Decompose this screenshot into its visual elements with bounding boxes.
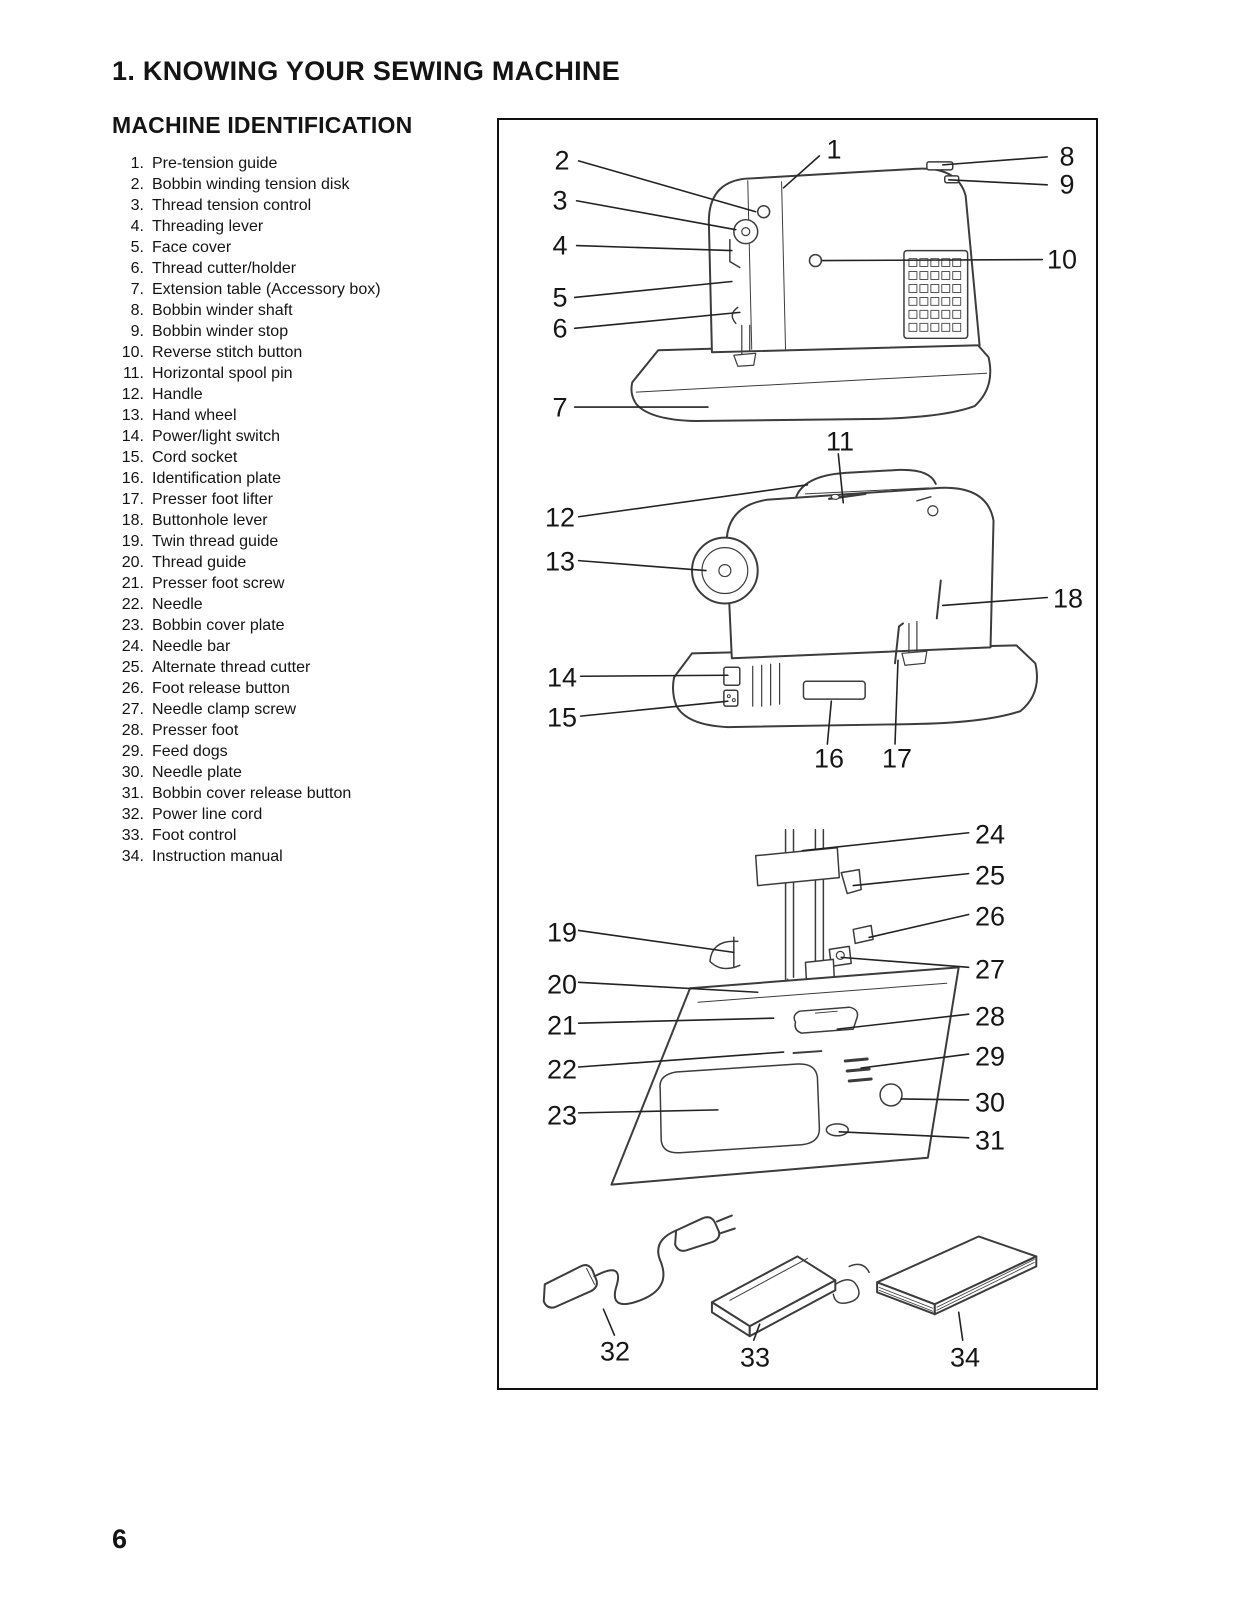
parts-list-item — [114, 657, 381, 678]
part-number: 19. — [121, 533, 144, 550]
part-number: 25. — [121, 659, 144, 676]
parts-list-item — [114, 825, 381, 846]
part-number: 15. — [121, 449, 144, 466]
callout-31: 31 — [974, 1125, 1006, 1156]
part-label: Thread guide — [152, 554, 247, 571]
parts-list-item — [114, 195, 381, 216]
parts-list-item — [114, 489, 381, 510]
callout-6: 6 — [552, 313, 568, 344]
page-number: 6 — [112, 1524, 128, 1554]
parts-list-item — [114, 300, 381, 321]
diagram-illustrations — [499, 120, 1096, 1388]
callout-12: 12 — [544, 502, 576, 533]
callout-10: 10 — [1046, 244, 1078, 275]
part-number: 27. — [121, 701, 144, 718]
part-number: 8. — [130, 302, 144, 319]
part-number: 14. — [121, 428, 144, 445]
callout-33: 33 — [739, 1342, 771, 1373]
callout-18: 18 — [1052, 583, 1084, 614]
parts-list-item — [114, 741, 381, 762]
parts-list-item — [114, 279, 381, 300]
part-label: Presser foot — [152, 722, 239, 739]
part-label: Needle bar — [152, 638, 231, 655]
part-label: Presser foot screw — [152, 575, 285, 592]
parts-list-item — [114, 678, 381, 699]
part-label: Foot release button — [152, 680, 290, 697]
callout-30: 30 — [974, 1087, 1006, 1118]
parts-list-item — [114, 699, 381, 720]
part-label: Reverse stitch button — [152, 344, 303, 361]
part-label: Cord socket — [152, 449, 238, 466]
part-label: Bobbin winder shaft — [152, 302, 293, 319]
callout-9: 9 — [1059, 169, 1075, 200]
callout-25: 25 — [974, 860, 1006, 891]
part-label: Presser foot lifter — [152, 491, 273, 508]
parts-list-item — [114, 258, 381, 279]
parts-list-item — [114, 552, 381, 573]
parts-list-item — [114, 804, 381, 825]
callout-2: 2 — [554, 145, 570, 176]
parts-list — [114, 153, 381, 867]
part-label: Pre-tension guide — [152, 155, 278, 172]
part-label: Buttonhole lever — [152, 512, 268, 529]
callout-13: 13 — [544, 546, 576, 577]
callout-21: 21 — [546, 1010, 578, 1041]
callout-14: 14 — [546, 662, 578, 693]
callout-5: 5 — [552, 282, 568, 313]
part-label: Needle clamp screw — [152, 701, 297, 718]
part-label: Horizontal spool pin — [152, 365, 293, 382]
machine-identification-diagram — [497, 118, 1098, 1390]
part-label: Threading lever — [152, 218, 264, 235]
callout-8: 8 — [1059, 141, 1075, 172]
parts-list-item — [114, 594, 381, 615]
foot-control-illustration — [712, 1256, 869, 1336]
part-label: Bobbin winding tension disk — [152, 176, 350, 193]
callout-32: 32 — [599, 1336, 631, 1367]
part-number: 21. — [121, 575, 144, 592]
page-title: 1. KNOWING YOUR SEWING MACHINE — [112, 56, 621, 86]
parts-list-item — [114, 783, 381, 804]
callout-24: 24 — [974, 819, 1006, 850]
part-number: 16. — [121, 470, 144, 487]
parts-list-item — [114, 447, 381, 468]
part-number: 31. — [121, 785, 144, 802]
callout-3: 3 — [552, 185, 568, 216]
part-label: Thread cutter/holder — [152, 260, 297, 277]
part-number: 12. — [121, 386, 144, 403]
callout-15: 15 — [546, 702, 578, 733]
parts-list-item — [114, 615, 381, 636]
part-number: 33. — [121, 827, 144, 844]
part-label: Hand wheel — [152, 407, 237, 424]
part-number: 28. — [121, 722, 144, 739]
part-label: Handle — [152, 386, 203, 403]
callout-19: 19 — [546, 917, 578, 948]
part-number: 9. — [130, 323, 144, 340]
part-number: 29. — [121, 743, 144, 760]
instruction-manual-illustration — [877, 1236, 1036, 1314]
part-number: 3. — [130, 197, 144, 214]
callout-20: 20 — [546, 969, 578, 1000]
section-heading: MACHINE IDENTIFICATION — [112, 112, 413, 138]
part-number: 4. — [130, 218, 144, 235]
parts-list-item — [114, 342, 381, 363]
parts-list-item — [114, 153, 381, 174]
part-number: 1. — [130, 155, 144, 172]
callout-11: 11 — [825, 426, 855, 457]
machine-front-view-illustration — [631, 162, 990, 421]
callout-16: 16 — [813, 743, 845, 774]
callout-22: 22 — [546, 1054, 578, 1085]
part-number: 17. — [121, 491, 144, 508]
parts-list-item — [114, 510, 381, 531]
part-label: Feed dogs — [152, 743, 228, 760]
part-number: 20. — [121, 554, 144, 571]
part-number: 24. — [121, 638, 144, 655]
part-number: 5. — [130, 239, 144, 256]
parts-list-item — [114, 762, 381, 783]
part-label: Identification plate — [152, 470, 281, 487]
part-label: Bobbin winder stop — [152, 323, 289, 340]
part-number: 7. — [130, 281, 144, 298]
part-label: Needle plate — [152, 764, 242, 781]
part-label: Bobbin cover release button — [152, 785, 352, 802]
machine-rear-view-illustration — [673, 470, 1037, 727]
part-label: Alternate thread cutter — [152, 659, 311, 676]
callout-1: 1 — [826, 134, 842, 165]
parts-list-item — [114, 426, 381, 447]
parts-list-item — [114, 531, 381, 552]
parts-list-item — [114, 321, 381, 342]
part-label: Foot control — [152, 827, 237, 844]
parts-list-item — [114, 174, 381, 195]
part-label: Instruction manual — [152, 848, 283, 865]
parts-list-item — [114, 363, 381, 384]
parts-list-item — [114, 573, 381, 594]
part-number: 11. — [122, 365, 144, 382]
parts-list-item — [114, 720, 381, 741]
part-label: Face cover — [152, 239, 232, 256]
power-cord-illustration — [544, 1216, 735, 1308]
parts-list-item — [114, 384, 381, 405]
callout-4: 4 — [552, 230, 568, 261]
part-number: 2. — [130, 176, 144, 193]
part-number: 23. — [121, 617, 144, 634]
parts-list-item — [114, 468, 381, 489]
part-label: Power line cord — [152, 806, 263, 823]
part-label: Power/light switch — [152, 428, 281, 445]
callout-29: 29 — [974, 1041, 1006, 1072]
part-number: 32. — [121, 806, 144, 823]
parts-list-item — [114, 846, 381, 867]
parts-list-item — [114, 636, 381, 657]
needle-area-illustration — [611, 830, 958, 1185]
callout-7: 7 — [552, 392, 568, 423]
part-number: 10. — [121, 344, 144, 361]
callout-34: 34 — [949, 1342, 981, 1373]
part-number: 18. — [121, 512, 144, 529]
part-label: Bobbin cover plate — [152, 617, 285, 634]
callout-27: 27 — [974, 954, 1006, 985]
part-label: Needle — [152, 596, 203, 613]
parts-list-item — [114, 216, 381, 237]
parts-list-item — [114, 405, 381, 426]
part-number: 22. — [121, 596, 144, 613]
callout-26: 26 — [974, 901, 1006, 932]
part-number: 34. — [121, 848, 144, 865]
part-label: Extension table (Accessory box) — [152, 281, 381, 298]
callout-28: 28 — [974, 1001, 1006, 1032]
part-number: 26. — [121, 680, 144, 697]
part-label: Thread tension control — [152, 197, 312, 214]
part-label: Twin thread guide — [152, 533, 279, 550]
part-number: 13. — [121, 407, 144, 424]
part-number: 30. — [121, 764, 144, 781]
part-number: 6. — [130, 260, 144, 277]
callout-23: 23 — [546, 1100, 578, 1131]
callout-17: 17 — [881, 743, 913, 774]
parts-list-item — [114, 237, 381, 258]
